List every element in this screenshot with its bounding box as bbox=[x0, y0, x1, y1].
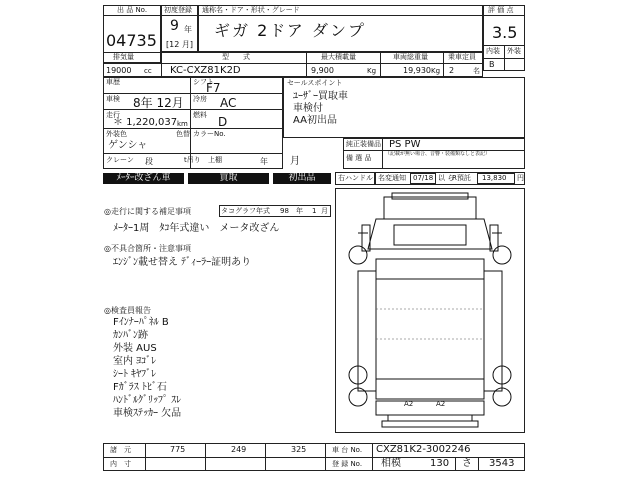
crane-stage: 段 bbox=[145, 157, 153, 166]
ac-value: AC bbox=[220, 96, 237, 110]
reg-year: 9 bbox=[170, 18, 179, 34]
chassis-number: CXZ81K2-3002246 bbox=[376, 444, 471, 455]
chassis-label: 車 台 No. bbox=[332, 446, 363, 454]
reg-year-unit: 年 bbox=[184, 25, 192, 34]
reg-month: [12 月] bbox=[166, 40, 193, 49]
vehicle-diagram bbox=[335, 188, 525, 433]
interior-grade: B bbox=[489, 60, 495, 69]
gross-weight-value: 19,930 bbox=[403, 66, 431, 75]
name-change-date: 07/18 bbox=[413, 174, 434, 182]
inspector-item: ｶﾝﾊﾞﾝ跡 bbox=[113, 330, 148, 341]
fuel-label: 燃料 bbox=[193, 111, 207, 119]
tacho-month: 1 bbox=[312, 207, 317, 215]
capacity-label: 乗車定員 bbox=[448, 53, 476, 61]
meter-changed-badge: ﾒｰﾀｰ改ざん車 bbox=[103, 173, 184, 184]
docs-label: 備 選 品 bbox=[346, 154, 372, 162]
first-listing-badge: 初出品 bbox=[273, 173, 331, 184]
equipment-value: PS PW bbox=[389, 139, 421, 150]
reg-class: 130 bbox=[430, 458, 450, 469]
tacho-year-unit: 年 bbox=[296, 207, 303, 215]
recycle-yen: 円 bbox=[517, 174, 524, 182]
exterior-label: 外装 bbox=[507, 47, 521, 55]
color-label: 外装色 bbox=[106, 130, 127, 138]
driving-notes-header: ◎走行に関する補足事項 bbox=[104, 207, 191, 216]
inspection-value: 8年 12月 bbox=[133, 96, 184, 110]
displacement-value: 19000 bbox=[106, 66, 132, 75]
color-change-label: 色替 bbox=[176, 130, 190, 138]
dims-height: 325 bbox=[291, 445, 307, 454]
inspector-item: ｼｰﾄ ｷﾔﾌﾞﾚ bbox=[113, 369, 157, 380]
dims-length: 775 bbox=[170, 445, 186, 454]
crane-month: 月 bbox=[290, 156, 300, 167]
sales-point-3: AA初出品 bbox=[293, 115, 337, 126]
first-reg-label: 初度登録 bbox=[164, 6, 192, 14]
dims-label: 諸 元 bbox=[110, 446, 131, 454]
model-name: ギガ 2ドア ダンプ bbox=[214, 21, 367, 40]
damage-mark-left: A2 bbox=[404, 400, 414, 408]
name-change-label: 名変通知 bbox=[378, 174, 406, 182]
inspection-label: 車検 bbox=[106, 95, 120, 103]
interior-label: 内装 bbox=[486, 47, 500, 55]
mileage-unit: km bbox=[177, 120, 188, 128]
sales-points-label: セールスポイント bbox=[287, 79, 343, 87]
lot-label: 出 品 No. bbox=[117, 6, 148, 14]
model-label: 通称名・ドア・形状・グレード bbox=[202, 6, 300, 14]
tacho-year: 98 bbox=[280, 207, 289, 215]
max-load-label: 最大積載量 bbox=[321, 53, 356, 61]
inspector-item: Fｲﾝﾅｰﾊﾟﾈﾙ B bbox=[113, 317, 169, 328]
displacement-unit: cc bbox=[144, 67, 152, 75]
max-load-value: 9,900 bbox=[311, 66, 334, 75]
recycle-amount: 13,830 bbox=[482, 174, 507, 182]
type-label: 型 式 bbox=[222, 53, 250, 61]
mileage-value: ＊ 1,220,037 bbox=[113, 117, 178, 128]
reg-area: 相模 bbox=[381, 458, 401, 469]
displacement-label: 排気量 bbox=[113, 53, 134, 61]
inspector-item: ﾊﾝﾄﾞﾙｸﾞﾘｯﾌﾟ ｽﾚ bbox=[113, 395, 182, 406]
crane-pole: 上棚 bbox=[208, 156, 222, 164]
defect-note: ｴﾝｼﾞﾝ載せ替え ﾃﾞｨｰﾗｰ証明あり bbox=[113, 257, 252, 268]
dims-width: 249 bbox=[231, 445, 247, 454]
type-value: KC-CXZ81K2D bbox=[170, 65, 241, 76]
buyback-badge: 買取 bbox=[188, 173, 269, 184]
mileage-label: 走行 bbox=[106, 111, 120, 119]
capacity-value: 2 bbox=[449, 66, 455, 75]
crane-year: 年 bbox=[260, 157, 268, 166]
shift-value: F7 bbox=[206, 81, 221, 95]
crane-hook: t吊り bbox=[184, 156, 201, 164]
reg-number: 3543 bbox=[489, 458, 515, 469]
grade-value: 3.5 bbox=[492, 23, 518, 42]
color-no-label: カラーNo. bbox=[193, 130, 226, 138]
reg-kana: さ bbox=[462, 458, 472, 469]
tax-label: 以 ら bbox=[438, 174, 455, 182]
equipment-label: 純正装備品 bbox=[346, 140, 381, 148]
fuel-value: D bbox=[218, 115, 228, 129]
interior-dims-label: 内 寸 bbox=[110, 460, 131, 468]
lot-number: 04735 bbox=[106, 31, 157, 50]
crane-label: クレーン bbox=[106, 156, 134, 164]
gross-weight-label: 車両総重量 bbox=[393, 53, 428, 61]
inspector-item: 車検ｽﾃｯｶｰ 欠品 bbox=[113, 408, 182, 419]
reg-label: 登 録 No. bbox=[332, 460, 363, 468]
damage-mark-right: A2 bbox=[436, 400, 446, 408]
inspector-item: Fｶﾞﾗｽ ﾄﾋﾞ石 bbox=[113, 382, 167, 393]
truck-outline-diagram bbox=[336, 189, 524, 432]
body-label: 車歴 bbox=[106, 78, 120, 86]
inspector-header: ◎検査員報告 bbox=[104, 306, 151, 315]
tacho-label: タコグラフ年式 bbox=[221, 207, 270, 215]
recycle-label: R預託 bbox=[452, 174, 471, 182]
max-load-unit: Kg bbox=[367, 67, 377, 75]
driving-note: ﾒｰﾀｰ1周 ﾀｺ年式違い メータ改ざん bbox=[113, 223, 280, 234]
sales-point-2: 車検付 bbox=[293, 103, 323, 114]
tacho-month-unit: 月 bbox=[321, 207, 328, 215]
right-handle-label: 右ハンドル bbox=[338, 174, 373, 182]
inspector-item: 外装 AUS bbox=[113, 343, 157, 354]
gross-weight-unit: Kg bbox=[431, 67, 441, 75]
ac-label: 冷房 bbox=[193, 95, 207, 103]
grade-label: 評 価 点 bbox=[488, 6, 514, 14]
capacity-unit: 名 bbox=[473, 67, 480, 75]
shift-label: シフト bbox=[193, 78, 214, 86]
defect-header: ◎不具合箇所・注意事項 bbox=[104, 244, 191, 253]
sales-point-1: ﾕｰｻﾞｰ買取車 bbox=[293, 91, 348, 102]
docs-note: （記載が無い場合、音響・装備類なしと表記） bbox=[385, 151, 491, 157]
inspector-item: 室内 ﾖｺﾞﾚ bbox=[113, 356, 157, 367]
color-value: ゲンシャ bbox=[108, 140, 148, 151]
